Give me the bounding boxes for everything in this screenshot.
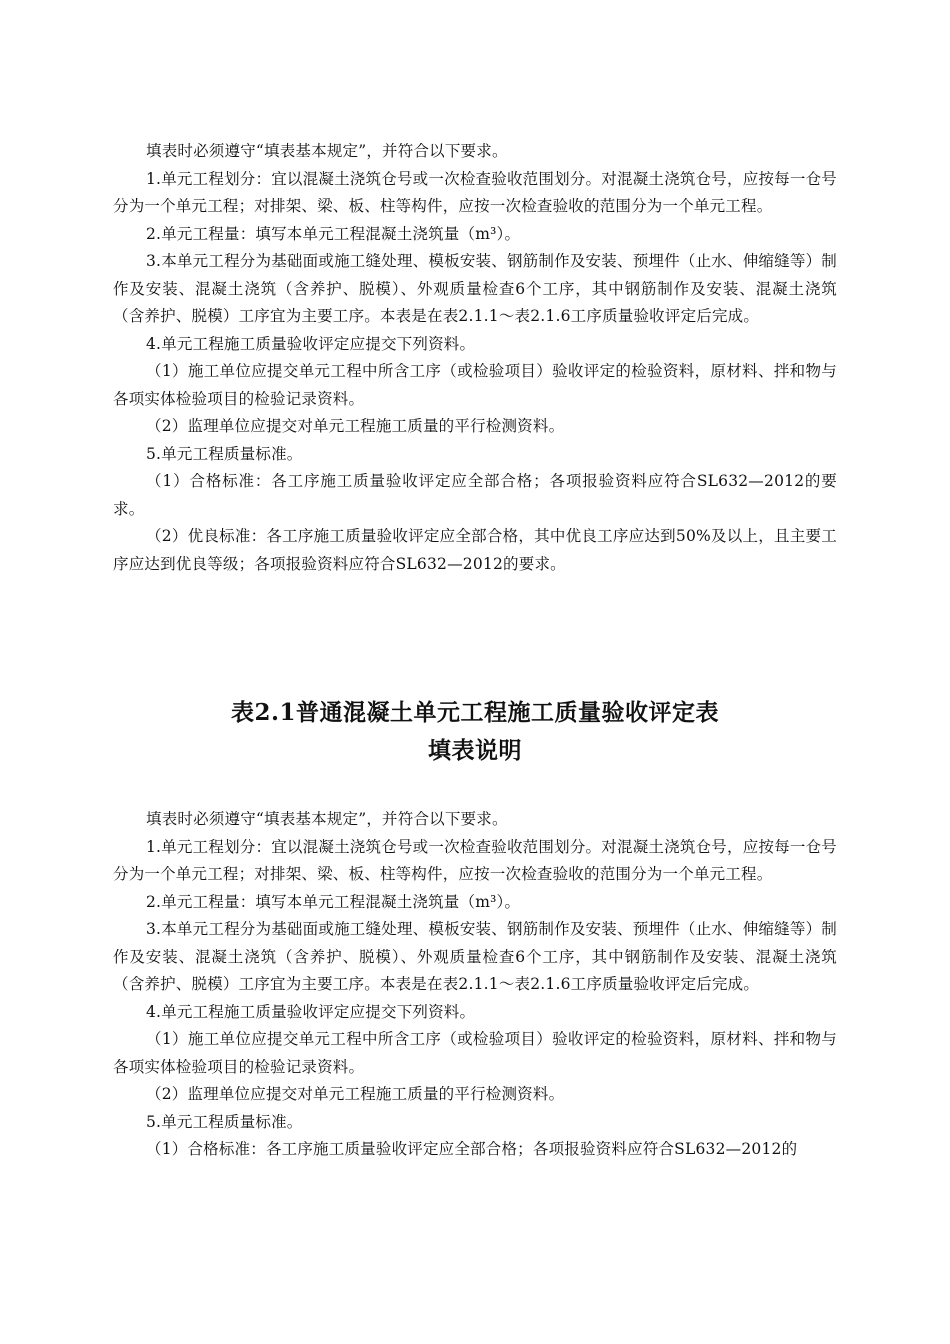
paragraph-supervisor-documents: （2）监理单位应提交对单元工程施工质量的平行检测资料。 [146,417,565,435]
paragraph-unit-quantity: 2.单元工程量：填写本单元工程混凝土浇筑量（m³）。 [146,892,521,911]
paragraph-unit-quantity: 2.单元工程量：填写本单元工程混凝土浇筑量（m³）。 [146,224,521,243]
paragraph-contractor-documents: （1）施工单位应提交单元工程中所含工序（或检验项目）验收评定的检验资料，原材料、拌和物与各项实体检验项目的检验记录资料。 [113,362,837,408]
paragraph-required-documents: 4.单元工程施工质量验收评定应提交下列资料。 [146,334,476,353]
page-title: 表2.1普通混凝土单元工程施工质量验收评定表 [230,699,719,726]
heading [0,694,950,770]
paragraph-excellent-standard: （2）优良标准：各工序施工质量验收评定应全部合格，其中优良工序应达到50%及以上，且主要工序应达到优良等级；各项报验资料应符合SL632—2012的要求。 [113,527,837,573]
paragraph-qualified-standard: （1）合格标准：各工序施工质量验收评定应全部合格；各项报验资料应符合SL632—2012的 [146,1140,798,1158]
page-subtitle: 填表说明 [428,737,522,764]
paragraph-required-documents: 4.单元工程施工质量验收评定应提交下列资料。 [146,1002,476,1021]
instructions-section-top [113,138,837,578]
paragraph-intro: 填表时必须遵守“填表基本规定”，并符合以下要求。 [146,142,508,160]
paragraph-quality-standard: 5.单元工程质量标准。 [146,444,303,463]
paragraph-unit-division: 1.单元工程划分：宜以混凝土浇筑仓号或一次检查验收范围划分。对混凝土浇筑仓号，应按每一仓号分为一个单元工程；对排架、梁、板、柱等构件，应按一次检查验收的范围分为一个单元工程。 [113,169,837,215]
paragraph-processes: 3.本单元工程分为基础面或施工缝处理、模板安装、钢筋制作及安装、预埋件（止水、伸缩缝等）制作及安装、混凝土浇筑（含养护、脱模）、外观质量检查6个工序，其中钢筋制作及安装、混凝土浇筑（含养护、脱模）工序宜为主要工序。本表是在表2.1.1～表2.1.6工序质量验收评定后完成。 [113,252,837,325]
paragraph-processes: 3.本单元工程分为基础面或施工缝处理、模板安装、钢筋制作及安装、预埋件（止水、伸缩缝等）制作及安装、混凝土浇筑（含养护、脱模）、外观质量检查6个工序，其中钢筋制作及安装、混凝土浇筑（含养护、脱模）工序宜为主要工序。本表是在表2.1.1～表2.1.6工序质量验收评定后完成。 [113,920,837,993]
paragraph-supervisor-documents: （2）监理单位应提交对单元工程施工质量的平行检测资料。 [146,1085,565,1103]
paragraph-contractor-documents: （1）施工单位应提交单元工程中所含工序（或检验项目）验收评定的检验资料，原材料、拌和物与各项实体检验项目的检验记录资料。 [113,1030,837,1076]
paragraph-quality-standard: 5.单元工程质量标准。 [146,1112,303,1131]
instructions-section-bottom [113,806,837,1164]
paragraph-qualified-standard: （1）合格标准：各工序施工质量验收评定应全部合格；各项报验资料应符合SL632—2012的要求。 [113,472,837,518]
paragraph-unit-division: 1.单元工程划分：宜以混凝土浇筑仓号或一次检查验收范围划分。对混凝土浇筑仓号，应按每一仓号分为一个单元工程；对排架、梁、板、柱等构件，应按一次检查验收的范围分为一个单元工程。 [113,837,837,883]
paragraph-intro: 填表时必须遵守“填表基本规定”，并符合以下要求。 [146,810,508,828]
